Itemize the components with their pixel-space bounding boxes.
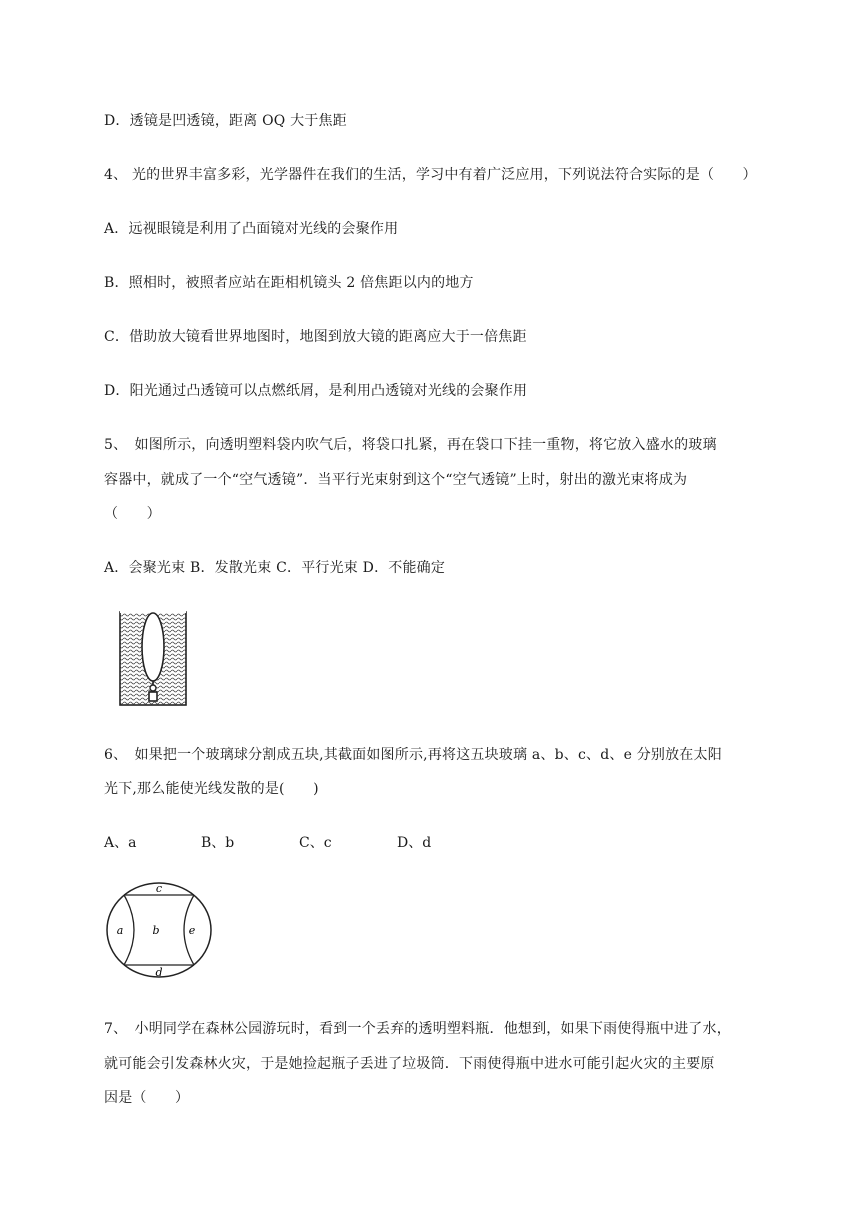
- figure-label-d: d: [155, 966, 163, 979]
- q4-option-b: B．照相时，被照者应站在距相机镜头 2 倍焦距以内的地方: [104, 275, 474, 291]
- q6-option-c: C、c: [299, 835, 332, 851]
- q4-option-a: A．远视眼镜是利用了凸面镜对光线的会聚作用: [104, 221, 399, 237]
- q5-stem-line2: 容器中，就成了一个“空气透镜”．当平行光束射到这个“空气透镜”上时，射出的激光束将成为: [104, 472, 688, 488]
- q6-stem-line2: 光下,那么能使光线发散的是( ): [104, 781, 319, 797]
- q6-option-b: B、b: [201, 835, 235, 851]
- q6-stem-line1: 6、 如果把一个玻璃球分割成五块,其截面如图所示,再将这五块玻璃 a、b、c、d、e 分别放在太阳: [104, 747, 722, 763]
- figure-label-e: e: [188, 924, 196, 937]
- air-lens-figure: [117, 609, 189, 707]
- figure-label-b: b: [152, 924, 160, 937]
- q5-stem-line1: 5、 如图所示，向透明塑料袋内吹气后，将袋口扎紧，再在袋口下挂一重物，将它放入盛水的玻璃: [104, 437, 717, 453]
- q4-option-c: C．借助放大镜看世界地图时，地图到放大镜的距离应大于一倍焦距: [104, 329, 527, 345]
- q6-option-d: D、d: [397, 835, 432, 851]
- q5-options: A．会聚光束 B．发散光束 C．平行光束 D．不能确定: [104, 560, 446, 576]
- q4-stem: 4、 光的世界丰富多彩，光学器件在我们的生活，学习中有着广泛应用，下列说法符合实际的是（ ）: [104, 167, 757, 183]
- q7-stem-line2: 就可能会引发森林火灾，于是她捡起瓶子丢进了垃圾筒．下雨使得瓶中进水可能引起火灾的主要原: [104, 1056, 715, 1072]
- q7-stem-line1: 7、 小明同学在森林公园游玩时，看到一个丢弃的透明塑料瓶．他想到，如果下雨使得瓶中进了水，: [104, 1021, 731, 1037]
- q7-stem-line3: 因是（ ）: [104, 1090, 190, 1106]
- q3-option-d: D．透镜是凹透镜，距离 OQ 大于焦距: [104, 113, 347, 129]
- glass-ball-figure: [104, 880, 214, 980]
- figure-label-a: a: [116, 924, 124, 937]
- figure-label-c: c: [155, 882, 163, 895]
- q5-stem-line3: （ ）: [104, 506, 161, 522]
- q4-option-d: D．阳光通过凸透镜可以点燃纸屑，是利用凸透镜对光线的会聚作用: [104, 383, 528, 399]
- q6-option-a: A、a: [104, 835, 137, 851]
